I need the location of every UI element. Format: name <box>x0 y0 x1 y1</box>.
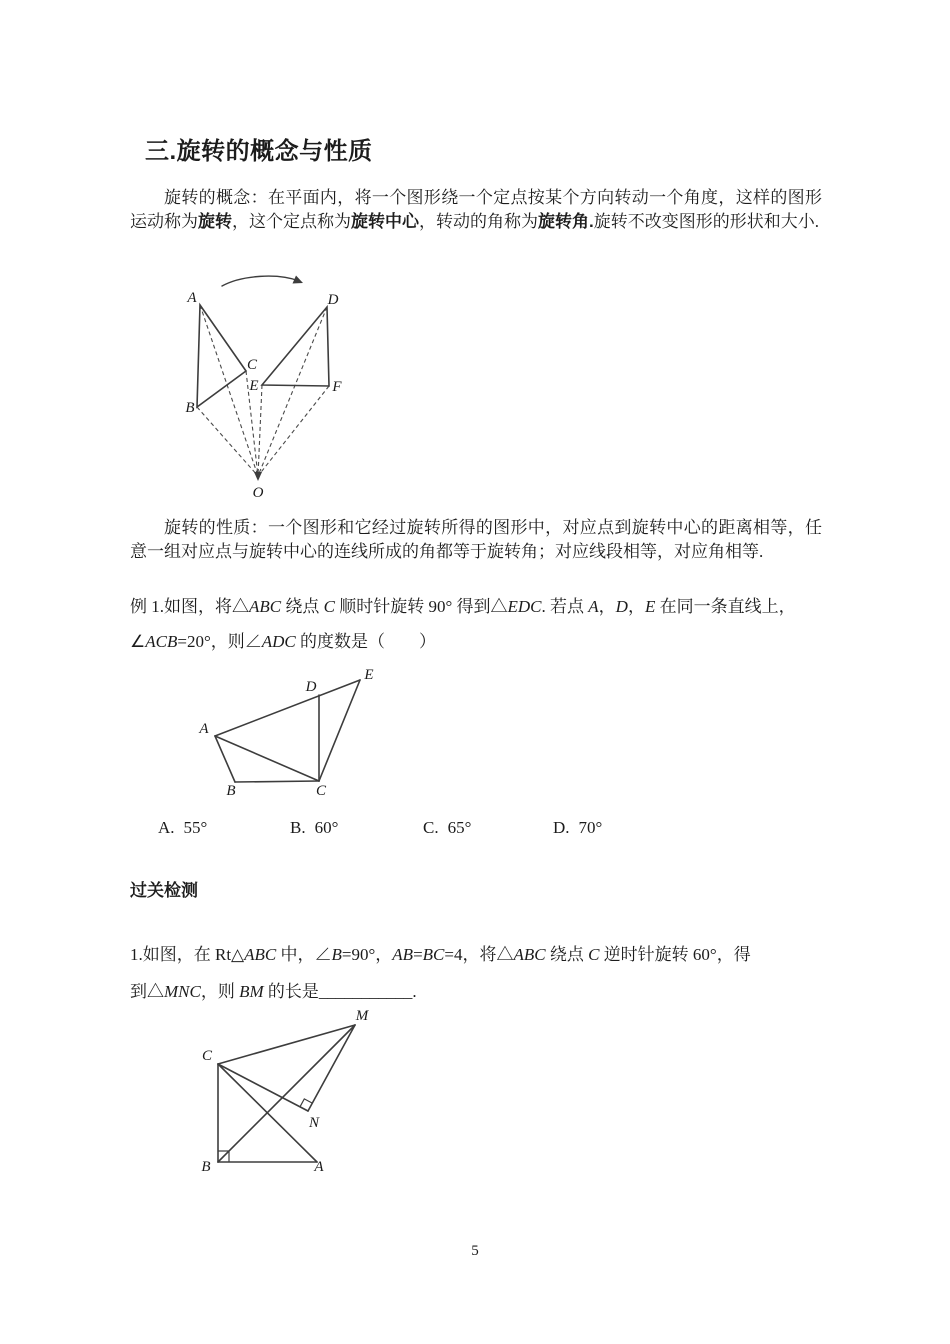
vertex-label-f: F <box>332 379 342 395</box>
figure-lines <box>215 680 360 782</box>
concept-paragraph <box>130 186 822 234</box>
figure-lines <box>218 1025 355 1162</box>
bold-term: 旋转中心 <box>351 212 419 231</box>
example1-figure <box>193 663 383 803</box>
vertex-label-b: B <box>226 783 236 799</box>
answer-options <box>0 818 950 842</box>
text-run: ，这个定点称为 <box>232 212 351 231</box>
page-title: 三.旋转的概念与性质 <box>145 138 373 165</box>
property-paragraph <box>130 516 822 564</box>
vertex-label-c: C <box>246 357 258 373</box>
vertex-label-b: B <box>185 400 195 416</box>
vertex-label-a: A <box>314 1159 324 1175</box>
vertex-label-d: D <box>327 292 339 308</box>
question1-text-line1: 1.如图，在 Rt△ABC 中，∠B=90°，AB=BC=4，将△ABC 绕点 C 逆时针旋转 60°，得 <box>130 945 751 964</box>
option-d: D. 70° <box>553 818 603 837</box>
question1-figure <box>193 1003 378 1183</box>
vertex-label-n: N <box>308 1115 320 1131</box>
bold-term: 旋转角. <box>538 212 594 231</box>
triangle-def-outline <box>262 307 329 386</box>
option-b: B. 60° <box>290 818 339 837</box>
center-arrowhead <box>254 472 262 481</box>
vertex-label-a: A <box>187 290 197 306</box>
page-number: 5 <box>471 1243 479 1259</box>
example1-text-line2: ∠ACB=20°，则∠ADC 的度数是（ ） <box>130 632 436 651</box>
text-run: 旋转不改变图形的形状和大小. <box>593 212 819 231</box>
text-run: ，转动的角称为 <box>419 212 538 231</box>
center-label-o: O <box>252 485 264 501</box>
triangle-abc-outline <box>197 305 246 407</box>
vertex-label-d: D <box>305 679 317 695</box>
bold-term: 旋转 <box>198 212 232 231</box>
example1-text-line1: 例 1.如图，将△ABC 绕点 C 顺时针旋转 90° 得到△EDC. 若点 A，D，E 在同一条直线上， <box>130 597 796 616</box>
text-run: 旋转的概念：在平面内，将一个图形绕一个定点按某个方向转动一个角度，这样的图形运动称为 <box>130 188 822 231</box>
question1-text-line2: 到△MNC，则 BM 的长是___________. <box>130 982 417 1001</box>
answer-blank: ___________ <box>318 982 413 1001</box>
vertex-label-c: C <box>201 1048 213 1064</box>
vertex-label-c: C <box>315 783 327 799</box>
option-a: A. 55° <box>158 818 208 837</box>
vertex-label-a: A <box>199 721 209 737</box>
option-c: C. 65° <box>423 818 472 837</box>
section-heading: 过关检测 <box>130 881 198 900</box>
vertex-label-m: M <box>355 1008 369 1024</box>
rotation-arrow-icon <box>222 276 303 287</box>
text-run: 旋转的性质：一个图形和它经过旋转所得的图形中，对应点到旋转中心的距离相等，任意一组对应点与旋转中心的连线所成的角都等于旋转角；对应线段相等，对应角相等. <box>130 518 822 561</box>
rotation-demo-figure <box>180 266 355 506</box>
vertex-label-b: B <box>201 1159 211 1175</box>
vertex-label-e: E <box>249 378 259 394</box>
vertex-label-e: E <box>364 667 374 683</box>
